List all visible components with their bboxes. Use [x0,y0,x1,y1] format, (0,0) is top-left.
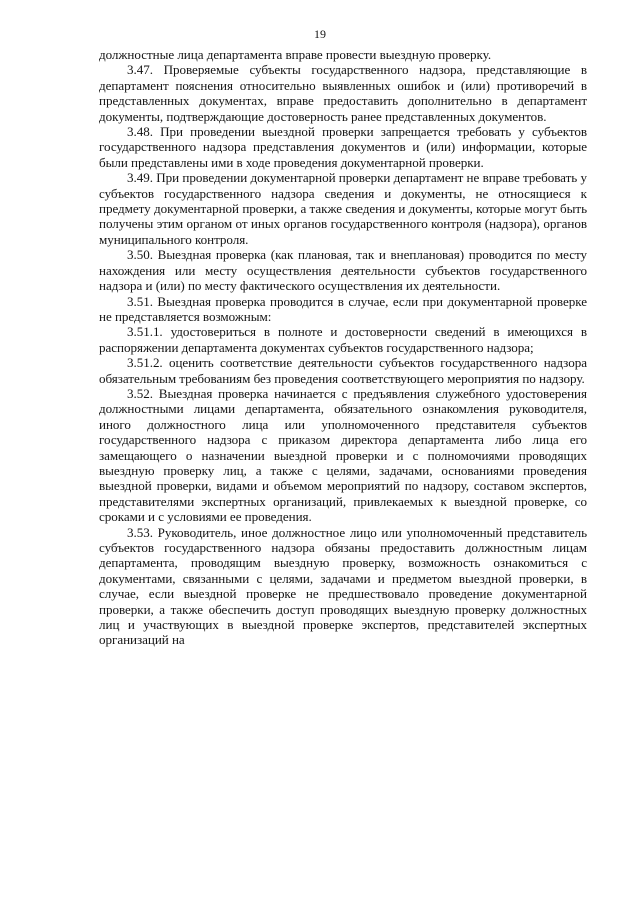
paragraph-3-52: 3.52. Выездная проверка начинается с предъявления служебного удостоверения должностными лицами департамента, обязательного ознакомления руководителя, иного должностного лица или уполномоченного представителя субъектов государственного надзора с приказом директора департамента либо лица его замещающего о назначении выездной проверки и с полномочиями проводящих выездную проверку лиц, а также с целями, задачами, основаниями проведения выездной проверки, видами и объемом мероприятий по надзору, составом экспертов, представителями экспертных организаций, привлекаемых к выездной проверке, со сроками и с условиями ее проведения. [99,385,587,525]
page-number: 19 [314,27,326,41]
paragraph-3-48: 3.48. При проведении выездной проверки запрещается требовать у субъектов государственного надзора представления документов и (или) информации, которые были представлены ими в ходе проведения документарной проверки. [99,124,587,170]
paragraph-3-50: 3.50. Выездная проверка (как плановая, так и внеплановая) проводится по месту нахождения или месту осуществления деятельности субъектов государственного надзора и (или) по месту фактического осуществления их деятельности. [99,247,587,294]
paragraph-continuation: должностные лица департамента вправе провести выездную проверку. [99,47,492,62]
paragraph-3-51-2: 3.51.2. оценить соответствие деятельности субъектов государственного надзора обязательным требованиям без проведения соответствующего мероприятия по надзору. [99,355,587,386]
paragraph-3-49: 3.49. При проведении документарной проверки департамент не вправе требовать у субъектов государственного надзора сведения и документы, не относящиеся к предмету документарной проверки, а также сведения и документы, которые могут быть получены этим органом от иных органов государственного контроля (надзора), органов муниципального контроля. [99,170,587,247]
paragraph-3-51: 3.51. Выездная проверка проводится в случае, если при документарной проверке не представляется возможным: [99,293,587,324]
paragraph-3-47: 3.47. Проверяемые субъекты государственного надзора, представляющие в департамент пояснения относительно выявленных ошибок и (или) противоречий в представленных документах, вправе предоставить дополнительно в департамент документы, подтверждающие достоверность ранее представленных документов. [99,62,587,124]
paragraph-3-53: 3.53. Руководитель, иное должностное лицо или уполномоченный представитель субъектов государственного надзора обязаны предоставить должностным лицам департамента, проводящим выездную проверку, возможность ознакомиться с документами, связанными с целями, задачами и предметом выездной проверки, в случае, если выездной проверке не предшествовало проведение документарной проверки, а также обеспечить доступ проводящих выездную проверку должностных лиц и участвующих в выездной проверке экспертов, представителей экспертных организаций на [99,524,587,648]
document-body [99,47,587,648]
paragraph-3-51-1: 3.51.1. удостовериться в полноте и достоверности сведений в имеющихся в распоряжении департамента документах субъектов государственного надзора; [99,324,587,355]
